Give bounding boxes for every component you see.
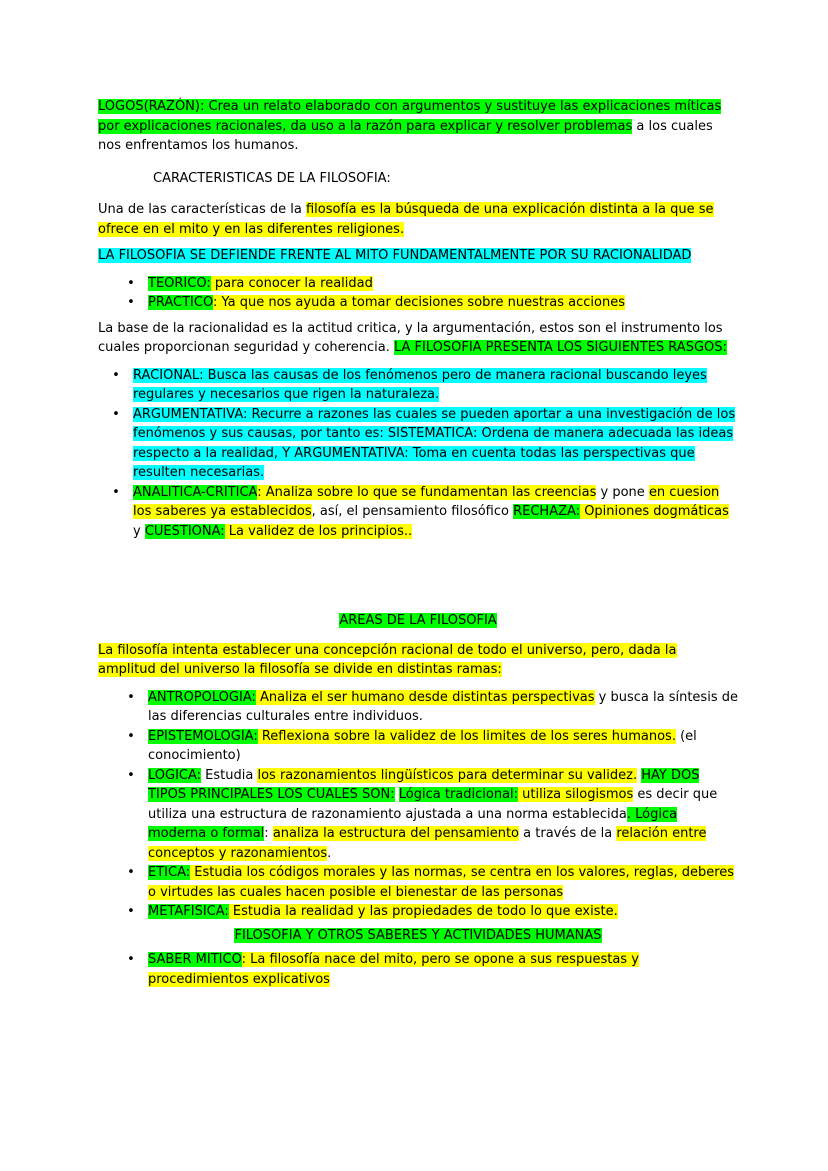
list-teorico-practico xyxy=(98,274,738,313)
list-item xyxy=(127,274,738,294)
text-run: LOGICA: xyxy=(148,767,202,783)
bullet-icon: • xyxy=(127,767,135,783)
bullet-icon: • xyxy=(127,295,135,310)
text-run: , así, el pensamiento filosófico xyxy=(311,504,514,519)
text-run: CARACTERISTICAS DE LA FILOSOFIA: xyxy=(153,170,391,186)
bullet-icon: • xyxy=(112,367,120,383)
list-item xyxy=(127,688,738,727)
bullet-icon: • xyxy=(127,728,135,744)
list-item xyxy=(127,902,738,922)
text-run: LA FILOSOFIA PRESENTA LOS SIGUIENTES RASGOS: xyxy=(393,340,727,355)
text-run: y pone xyxy=(596,484,649,500)
bullet-icon: • xyxy=(112,484,120,500)
text-run: LA FILOSOFIA SE DEFIENDE FRENTE AL MITO FUNDAMENTALMENTE POR SU RACIONALIDAD xyxy=(98,248,692,263)
text-run: Una de las características de la xyxy=(98,202,306,217)
text-run: La base de la racionalidad es la actitud critica, y la argumentación, estos son el instrumento los cuales proporcionan seguridad y coherencia. xyxy=(98,320,723,355)
text-run: analiza la estructura del pensamiento xyxy=(272,826,520,841)
text-run: a través de la xyxy=(519,826,617,841)
text-run: LOGOS(RAZÓN): Crea un relato elaborado con argumentos y sustituye las explicaciones míticas por explicaciones racionales, da uso a la razón para explicar y resolver problemas xyxy=(98,99,722,134)
paragraph-caracteristicas xyxy=(98,200,738,239)
text-run: RECHAZA: xyxy=(513,504,581,519)
text-run: Estudia xyxy=(201,767,258,783)
text-run: para conocer la realidad xyxy=(210,275,373,291)
bullet-icon: • xyxy=(127,689,135,705)
text-run: Analiza el ser humano desde distintas perspectivas xyxy=(255,689,595,705)
list-item xyxy=(127,863,738,902)
text-run: Estudia los códigos morales y las normas, se centra en los valores, reglas, deberes o virtudes las cuales hacen posible el bienestar de las personas xyxy=(148,865,735,900)
document-page xyxy=(98,97,738,989)
text-run: y xyxy=(133,523,145,539)
text-run: utiliza silogismos xyxy=(518,787,634,802)
text-run: ANTROPOLOGIA: xyxy=(148,689,256,705)
text-run: ARGUMENTATIVA: Recurre a razones las cuales se pueden aportar a una investigación de los fenómenos y sus causas, por tanto es: SISTEMATICA: Ordena de manera adecuada las ideas respecto a la realidad, Y ARGUMENTATIVA: Toma en cuenta todas las perspectivas que resulten necesarias. xyxy=(133,406,736,480)
list-item xyxy=(127,766,738,864)
list-item xyxy=(112,405,738,483)
text-run: : La filosofía nace del mito, pero se opone a sus respuestas y procedimientos explicativos xyxy=(148,952,639,987)
text-run: : xyxy=(264,826,273,841)
paragraph-racionalidad xyxy=(98,246,738,266)
heading-otros-saberes xyxy=(98,926,738,946)
text-run: AREAS DE LA FILOSOFIA xyxy=(339,613,497,628)
text-run: EPISTEMOLOGIA: xyxy=(148,728,258,744)
text-run: FILOSOFIA Y OTROS SABERES Y ACTIVIDADES HUMANAS xyxy=(234,927,602,943)
text-run: es decir que utiliza una estructura de razonamiento ajustada a una norma establecida xyxy=(148,787,718,822)
text-run: HAY DOS TIPOS PRINCIPALES LOS CUALES SON: xyxy=(148,767,700,802)
text-run: . Lógica moderna o formal xyxy=(148,806,678,841)
text-run: Estudia la realidad y las propiedades de todo lo que existe. xyxy=(228,904,618,919)
list-item xyxy=(127,293,738,313)
bullet-icon: • xyxy=(127,865,135,880)
heading-areas xyxy=(98,611,738,631)
text-run: . xyxy=(327,845,332,861)
paragraph-areas xyxy=(98,641,738,680)
text-run: a los cuales nos enfrentamos los humanos. xyxy=(98,118,713,153)
bullet-icon: • xyxy=(127,952,135,967)
paragraph-logos xyxy=(98,97,738,156)
text-run: Lógica tradicional: xyxy=(398,787,519,802)
bullet-icon: • xyxy=(127,904,135,919)
text-run: Reflexiona sobre la validez de los limites de los seres humanos. xyxy=(257,728,676,744)
text-run: y busca la síntesis de las diferencias culturales entre individuos. xyxy=(148,689,738,724)
text-run: relación entre conceptos y razonamientos xyxy=(148,826,707,861)
text-run: TEORICO: xyxy=(148,275,211,291)
text-run: La filosofía intenta establecer una concepción racional de todo el universo, pero, dada la amplitud del universo la filosofía se divide en distintas ramas: xyxy=(98,642,677,677)
bullet-icon: • xyxy=(127,275,135,291)
text-run: Opiniones dogmáticas xyxy=(580,504,729,519)
list-ramas xyxy=(98,688,738,922)
text-run: ETICA: xyxy=(148,865,191,880)
text-run: METAFISICA: xyxy=(148,904,229,919)
list-saberes xyxy=(98,950,738,989)
text-run: CUESTIONA: xyxy=(144,523,225,539)
text-run: SABER MITICO xyxy=(148,952,242,967)
text-run: en cuesion los saberes ya establecidos xyxy=(133,484,720,519)
text-run: La validez de los principios.. xyxy=(224,523,413,539)
list-item xyxy=(127,950,738,989)
text-run: (el conocimiento) xyxy=(148,728,697,763)
text-run: filosofía es la búsqueda de una explicación distinta a la que se ofrece en el mito y en las diferentes religiones. xyxy=(98,202,714,237)
text-run: RACIONAL: Busca las causas de los fenómenos pero de manera racional buscando leyes regulares y necesarios que rigen la naturaleza. xyxy=(133,367,707,402)
text-run: : Analiza sobre lo que se fundamentan las creencias xyxy=(257,484,597,500)
text-run: los razonamientos lingüísticos para determinar su validez. xyxy=(257,767,638,783)
text-run: : Ya que nos ayuda a tomar decisiones sobre nuestras acciones xyxy=(212,295,625,310)
list-item xyxy=(127,727,738,766)
bullet-icon: • xyxy=(112,406,120,422)
subheading-caracteristicas xyxy=(98,169,738,189)
list-item xyxy=(112,483,738,542)
list-item xyxy=(112,366,738,405)
text-run: ANALITICA-CRITICA xyxy=(133,484,258,500)
text-run: PRACTICO xyxy=(148,295,213,310)
paragraph-base-racionalidad xyxy=(98,319,738,358)
list-rasgos xyxy=(98,366,738,542)
